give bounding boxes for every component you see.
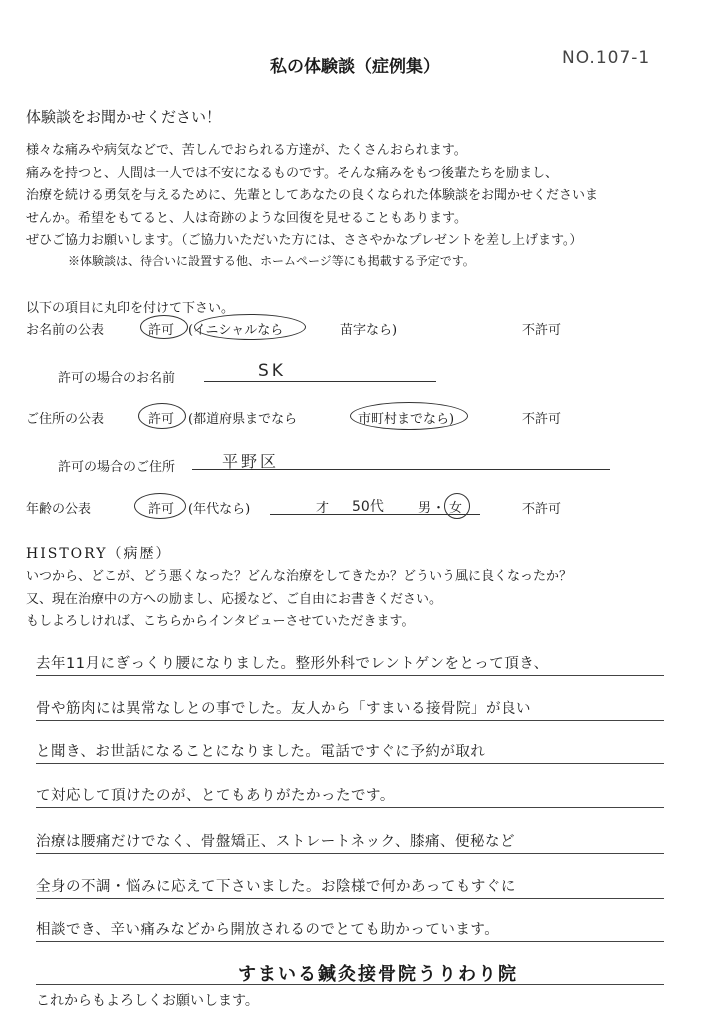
writing-line [36, 898, 664, 899]
writing-line [36, 763, 664, 764]
name-value-label: 許可の場合のお名前 [58, 371, 176, 386]
gender-female: 女 [449, 501, 463, 516]
name-value: SK [258, 361, 286, 381]
writing-line [36, 853, 664, 854]
publication-note: ※体験談は、待合いに設置する他、ホームページ等にも掲載する予定です。 [68, 254, 475, 268]
intro-line: ぜひご協力お願いします。（ご協力いただいた方には、ささやかなプレゼントを差し上げます。） [26, 233, 583, 248]
closing-message: これからもよろしくお願いします。 [36, 993, 259, 1009]
story-line: て対応して頂けたのが、とてもありがたかったです。 [36, 788, 395, 804]
document-number: NO.107-1 [562, 48, 651, 68]
gender-male: 男 [418, 501, 432, 516]
name-allow-option: 許可 [148, 323, 175, 338]
address-city-option: 市町村までなら) [358, 412, 455, 427]
age-allow-option: 許可 [148, 502, 175, 517]
intro-line: 治療を続ける勇気を与えるために、先輩としてあなたの良くなられた体験談をお聞かせくださいま [26, 188, 599, 203]
history-question: もしよろしければ、こちらからインタビューさせていただきます。 [26, 614, 415, 629]
story-line: と聞き、お世話になることになりました。電話ですぐに予約が取れ [36, 744, 486, 760]
address-allow-option: 許可 [148, 412, 175, 427]
story-line: 骨や筋肉には異常なしとの事でした。友人から「すまいる接骨院」が良い [36, 701, 531, 717]
name-publish-label: お名前の公表 [26, 323, 105, 338]
writing-line [36, 807, 664, 808]
name-underline [204, 381, 436, 382]
name-surname-option: 苗字なら) [340, 323, 398, 338]
writing-line [36, 720, 664, 721]
writing-line [36, 675, 664, 676]
gender-separator: ・ [432, 501, 446, 516]
page-title: 私の体験談（症例集） [270, 57, 440, 77]
age-value: 50代 [352, 499, 384, 515]
intro-line: せんか。希望をもてると、人は奇跡のような回復を見せることもあります。 [26, 211, 467, 226]
name-initial-option: (イニシャルなら [188, 323, 284, 338]
history-heading: HISTORY（病歴） [26, 546, 172, 562]
story-line: 相談でき、辛い痛みなどから開放されるのでとても助かっています。 [36, 922, 500, 938]
address-value-label: 許可の場合のご住所 [58, 460, 176, 475]
age-unit: 才 [316, 501, 330, 516]
intro-line: 様々な痛みや病気などで、苦しんでおられる方達が、たくさんおられます。 [26, 143, 467, 158]
address-value: 平野区 [222, 452, 280, 471]
age-deny-option: 不許可 [522, 502, 562, 517]
address-deny-option: 不許可 [522, 412, 562, 427]
name-deny-option: 不許可 [522, 323, 562, 338]
story-line: 全身の不調・悩みに応えて下さいました。お陰様で何かあってもすぐに [36, 879, 516, 895]
age-underline [270, 514, 480, 515]
form-instruction: 以下の項目に丸印を付けて下さい。 [26, 301, 235, 316]
history-question: いつから、どこが、どう悪くなった？どんな治療をしてきたか？どういう風に良くなったか？ [26, 569, 573, 584]
history-question: 又、現在治療中の方への励まし、応援など、ご自由にお書きください。 [26, 592, 443, 607]
age-publish-label: 年齢の公表 [26, 502, 92, 517]
story-line: 去年11月にぎっくり腰になりました。整形外科でレントゲンをとって頂き、 [36, 656, 549, 672]
intro-heading: 体験談をお聞かせください！ [26, 108, 222, 126]
age-decade-option: (年代なら) [188, 502, 251, 517]
intro-line: 痛みを持つと、人間は一人では不安になるものです。そんな痛みをもつ後輩たちを励まし、 [26, 166, 558, 181]
writing-line [36, 984, 664, 985]
story-line: 治療は腰痛だけでなく、骨盤矯正、ストレートネック、膝痛、便秘など [36, 834, 515, 850]
clinic-name: すまいる鍼灸接骨院うりわり院 [238, 964, 518, 985]
address-publish-label: ご住所の公表 [26, 412, 105, 427]
address-pref-option: (都道府県までなら [188, 412, 298, 427]
writing-line [36, 941, 664, 942]
address-underline [192, 469, 610, 470]
